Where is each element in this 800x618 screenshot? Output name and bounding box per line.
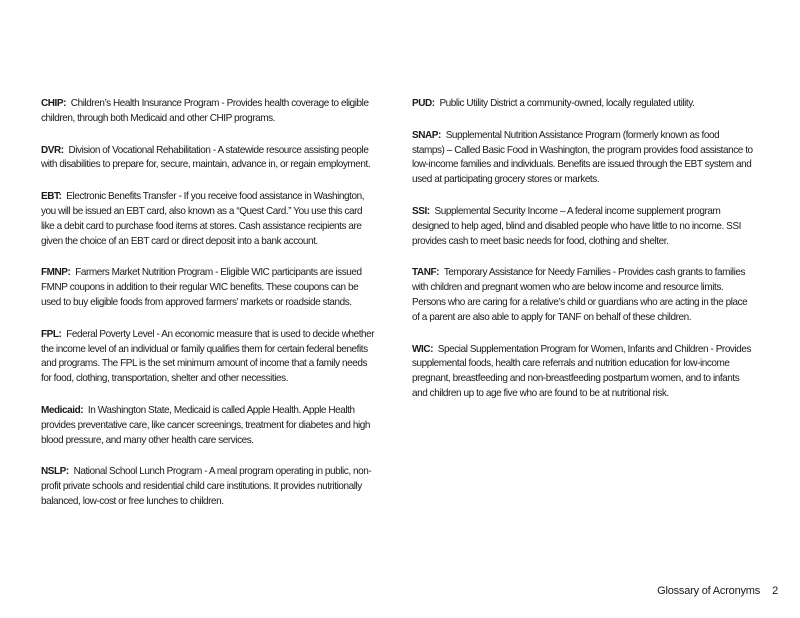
glossary-definition: Children’s Health Insurance Program - Provides health coverage to eligible children, through both Medicaid and other CHIP programs. <box>41 98 369 124</box>
glossary-term: EBT: <box>41 191 62 203</box>
glossary-term: Medicaid: <box>41 404 84 416</box>
glossary-term: CHIP: <box>41 98 67 109</box>
glossary-definition: Division of Vocational Rehabilitation - A statewide resource assisting people with disabilities to prepare for, secure, maintain, advance in, or regain employment. <box>41 144 371 171</box>
page-footer <box>657 585 778 597</box>
glossary-entry-ssi <box>412 205 754 249</box>
glossary-definition: In Washington State, Medicaid is called Apple Health. Apple Health provides preventative care, like cancer screenings, treatment for diabetes and high blood pressure, and many other health care services. <box>41 404 370 446</box>
glossary-entry-nslp <box>41 465 375 509</box>
glossary-entry-fmnp <box>41 266 375 310</box>
glossary-right-column <box>412 97 768 419</box>
glossary-definition: Electronic Benefits Transfer - If you receive food assistance in Washington, you will be issued an EBT card, also known as a “Quest Card.” You use this card like a debit card to purchase food items at stores. Cash assistance recipients are given the choice of an EBT card or direct deposit into a bank account. <box>41 191 365 247</box>
glossary-definition: Supplemental Security Income – A federal income supplement program designed to help aged, blind and disabled people who have little to no income. SSI provides cash to meet basic needs for food, clothing and shelter. <box>412 205 741 247</box>
glossary-term: TANF: <box>412 267 440 279</box>
glossary-term: FMNP: <box>41 267 71 279</box>
glossary-term: SSI: <box>412 205 430 217</box>
glossary-term: WIC: <box>412 343 433 355</box>
glossary-term: PUD: <box>412 98 435 109</box>
glossary-definition: Special Supplementation Program for Women, Infants and Children - Provides supplemental foods, health care referrals and nutrition education for low-income pregnant, breastfeeding and non-breastfeeding postpartum women, and to infants and children up to age five who are found to be at nutritional risk. <box>412 343 752 399</box>
glossary-entry-wic <box>412 343 754 402</box>
glossary-term: NSLP: <box>41 466 69 478</box>
glossary-left-column <box>41 97 389 527</box>
glossary-definition: National School Lunch Program - A meal program operating in public, non-profit private schools and residential child care institutions. It provides nutritionally balanced, low-cost or free lunches to children. <box>41 466 372 507</box>
glossary-entry-chip <box>41 97 375 127</box>
page-number: 2 <box>772 585 778 597</box>
glossary-definition: Supplemental Nutrition Assistance Program (formerly known as food stamps) – Called Basic Food in Washington, the program provides food assistance to low-income families and individuals. Benefits are issued through the EBT system and used at participating grocery stores or markets. <box>412 129 753 186</box>
glossary-entry-snap <box>412 129 754 188</box>
glossary-entry-fpl <box>41 328 375 387</box>
glossary-entry-pud <box>412 97 754 112</box>
glossary-definition: Farmers Market Nutrition Program - Eligible WIC participants are issued FMNP coupons in addition to their regular WIC benefits. These coupons can be used to buy eligible foods from approved farmers’ markets or roadside stands. <box>41 267 362 308</box>
glossary-definition: Public Utility District a community-owned, locally regulated utility. <box>439 98 695 109</box>
glossary-term: FPL: <box>41 328 62 340</box>
glossary-entry-ebt <box>41 190 375 249</box>
glossary-entry-dvr <box>41 144 375 174</box>
glossary-term: SNAP: <box>412 129 441 141</box>
glossary-definition: Federal Poverty Level - An economic measure that is used to decide whether the income level of an individual or family qualifies them for certain federal benefits and programs. The FPL is the set minimum amount of income that a family needs for food, clothing, transportation, shelter and other necessities. <box>41 328 375 385</box>
glossary-entry-medicaid <box>41 404 375 448</box>
footer-title: Glossary of Acronyms <box>657 585 761 597</box>
glossary-entry-tanf <box>412 266 754 325</box>
glossary-term: DVR: <box>41 144 64 156</box>
glossary-definition: Temporary Assistance for Needy Families - Provides cash grants to families with children and pregnant women who are below income and resource limits. Persons who are caring for a relative’s child or guardians who are acting in the place of a parent are also able to apply for TANF on behalf of these children. <box>412 267 748 323</box>
